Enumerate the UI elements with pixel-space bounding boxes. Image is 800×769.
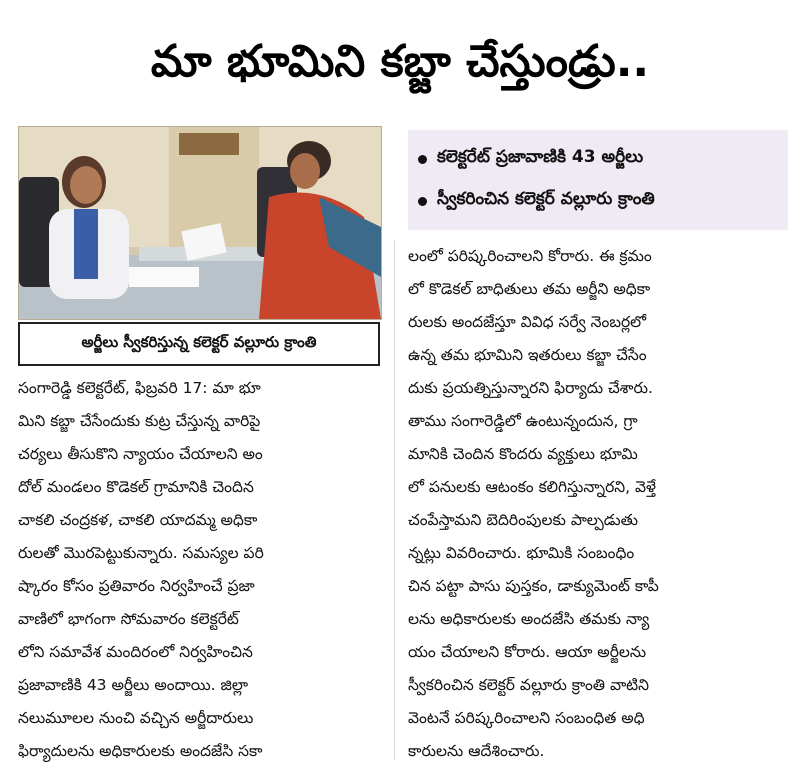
highlight-item — [418, 180, 778, 222]
article-line: చర్యలు తీసుకొని న్యాయం చేయాలని అం — [18, 445, 263, 463]
article-line: ఉన్న తమ భూమిని ఇతరులు కబ్జా చేసేం — [408, 346, 647, 364]
article-line: లో పనులకు ఆటంకం కలిగిస్తున్నారని, వెళ్తే — [408, 478, 657, 496]
article-line: లోని సమావేశ మందిరంలో నిర్వహించిన — [18, 643, 253, 661]
highlight-text: స్వీకరించిన కలెక్టర్ వల్లూరు క్రాంతి — [437, 189, 655, 209]
article-line: స్వీకరించిన కలెక్టర్ వల్లూరు క్రాంతి వాటిని — [408, 676, 650, 694]
article-line: ప్రజావాణికి 43 అర్జీలు అందాయి. జిల్లా — [18, 676, 249, 694]
article-line: రులకు అందజేస్తూ వివిధ సర్వే నెంబర్లలో — [408, 313, 647, 331]
article-right-column — [408, 240, 788, 768]
article-line: తాము సంగారెడ్డిలో ఉంటున్నందున, గ్రా — [408, 412, 638, 430]
article-line: చంపేస్తామని బెదిరింపులకు పాల్పడుతు — [408, 511, 639, 529]
bullet-icon — [418, 155, 427, 164]
headline: మా భూమిని కబ్జా చేస్తుండ్రు.. — [150, 36, 650, 87]
article-line: కారులను ఆదేశించారు. — [408, 742, 545, 760]
article-line: ష్కారం కోసం ప్రతివారం నిర్వహించే ప్రజా — [18, 577, 255, 595]
article-line: నలుమూలల నుంచి వచ్చిన అర్జీదారులు — [18, 709, 254, 727]
highlight-text: కలెక్టరేట్ ప్రజావాణికి 43 అర్జీలు — [437, 147, 644, 167]
article-line: వెంటనే పరిష్కరించాలని సంబంధిత అధి — [408, 709, 645, 727]
article-line: సంగారెడ్డి కలెక్టరేట్, ఫిబ్రవరి 17: మా భూ — [18, 379, 261, 397]
article-line: యం చేయాలని కోరారు. ఆయా అర్జీలను — [408, 643, 647, 661]
article-line: ఫిర్యాదులను అధికారులకు అందజేసి సకా — [18, 742, 263, 760]
article-line: చాకలి చంద్రకళ, చాకలి యాదమ్మ అధికా — [18, 511, 258, 529]
article-line: రులతో మొరపెట్టుకున్నారు. సమస్యల పరి — [18, 544, 264, 562]
highlights-box — [408, 130, 788, 230]
article-line: దోల్ మండలం కొడెకల్ గ్రామానికి చెందిన — [18, 478, 254, 496]
article-line: లంలో పరిష్కరించాలని కోరారు. ఈ క్రమం — [408, 247, 652, 265]
article-line: వాణిలో భాగంగా సోమవారం కలెక్టరేట్ — [18, 610, 239, 628]
news-photo — [18, 126, 382, 320]
article-line: మిని కబ్జా చేసేందుకు కుట్ర చేస్తున్న వారిపై — [18, 412, 261, 430]
highlight-item — [418, 138, 778, 180]
article-line: లో కొడెకల్ బాధితులు తమ అర్జీని అధికా — [408, 280, 651, 298]
article-line: మానికి చెందిన కొందరు వ్యక్తులు భూమి — [408, 445, 638, 463]
article-left-column — [18, 372, 382, 768]
article-line: లను అధికారులకు అందజేసి తమకు న్యా — [408, 610, 650, 628]
article-line: దుకు ప్రయత్నిస్తున్నారని ఫిర్యాదు చేశారు. — [408, 379, 653, 397]
column-divider — [394, 240, 395, 760]
photo-caption: అర్జీలు స్వీకరిస్తున్న కలెక్టర్ వల్లూరు క్రాంతి — [18, 322, 380, 366]
article-line: చిన పట్టా పాసు పుస్తకం, డాక్యుమెంట్ కాపీ — [408, 577, 659, 595]
article-line: న్నట్లు వివరించారు. భూమికి సంబంధిం — [408, 544, 635, 562]
bullet-icon — [418, 197, 427, 206]
